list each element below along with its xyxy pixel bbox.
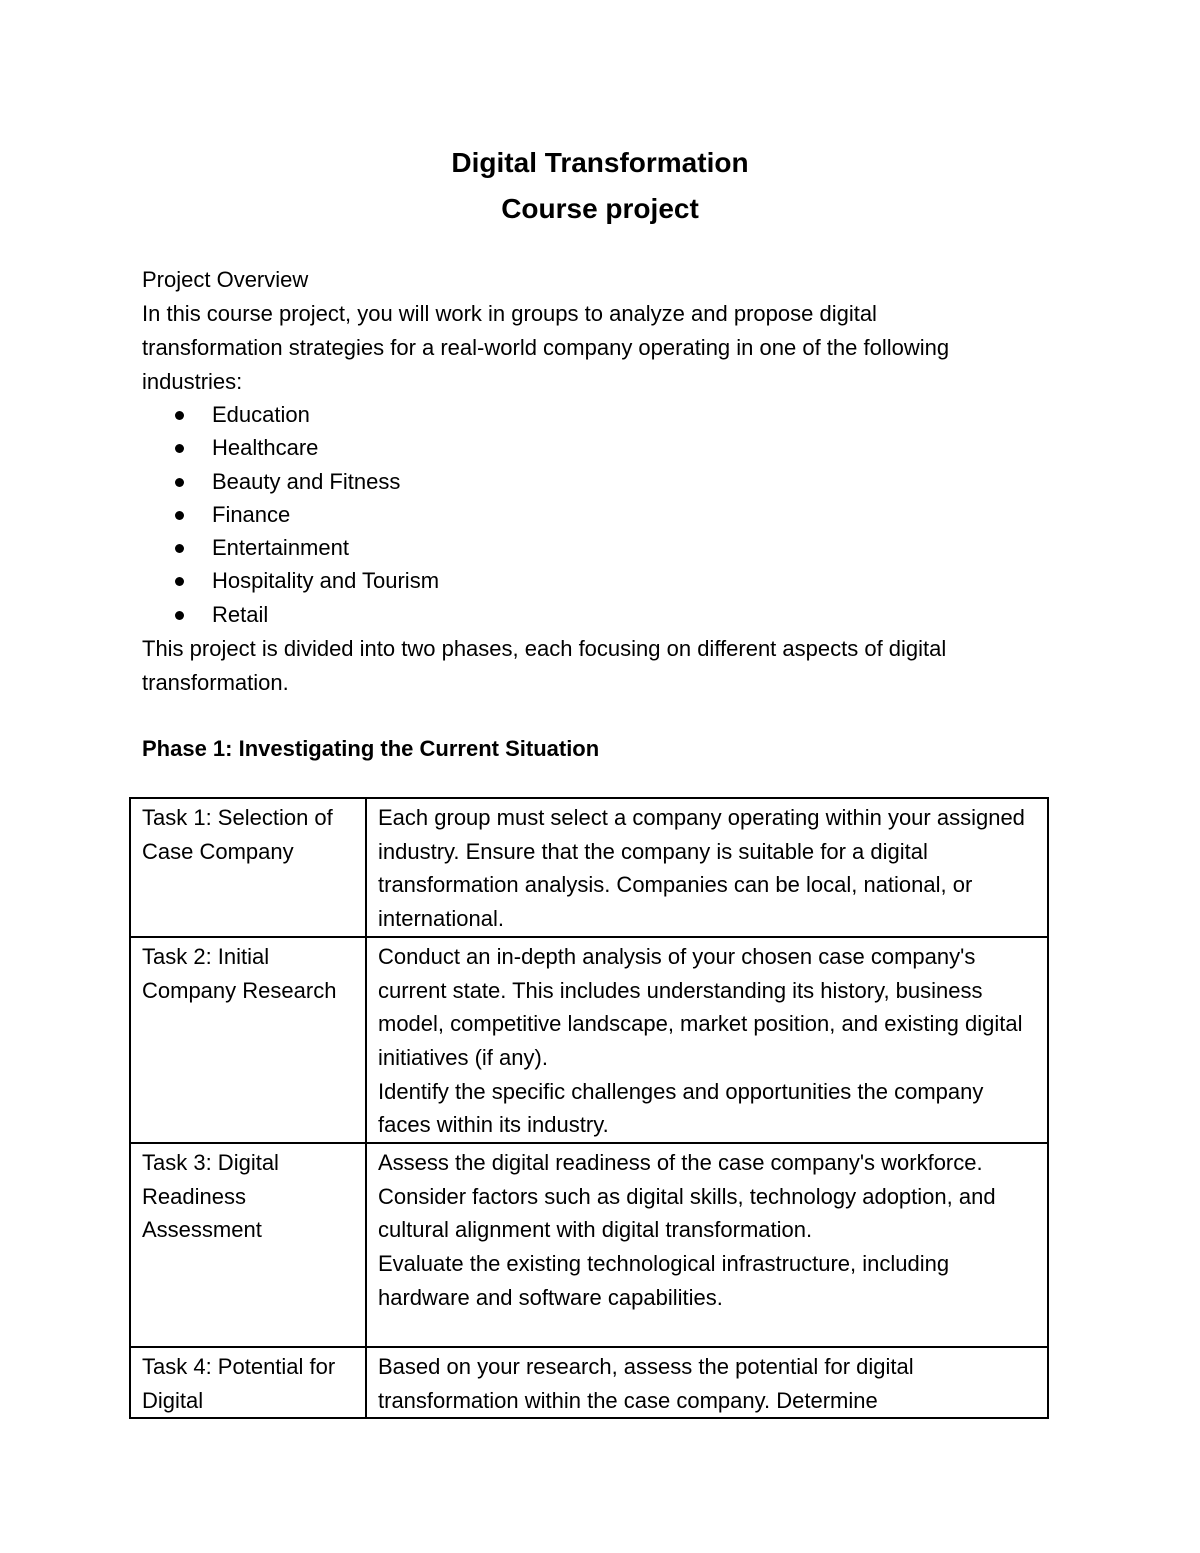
industry-label: Finance bbox=[212, 501, 291, 527]
list-item bbox=[172, 398, 439, 431]
task-description-cell bbox=[366, 1347, 1048, 1418]
phases-paragraph: This project is divided into two phases, each focusing on different aspects of digital transformation. bbox=[142, 636, 947, 695]
list-item bbox=[172, 465, 439, 498]
industry-label: Entertainment bbox=[212, 535, 349, 561]
task-description-cell bbox=[366, 798, 1048, 937]
task-description-cell bbox=[366, 1143, 1048, 1347]
bullet-icon bbox=[175, 478, 184, 487]
industry-label: Education bbox=[212, 402, 310, 427]
task-title-cell bbox=[130, 1143, 366, 1347]
industry-label: Healthcare bbox=[212, 435, 319, 461]
industry-label: Hospitality and Tourism bbox=[212, 568, 440, 594]
task-description: Assess the digital readiness of the case company's workforce. Consider factors such as digital skills, technology adoption, and cultural alignment with digital transformation. bbox=[378, 1150, 996, 1243]
task-title: Task 1: Selection of Case Company bbox=[142, 805, 333, 864]
task-title: Task 2: Initial Company Research bbox=[142, 943, 337, 1003]
bullet-icon bbox=[175, 577, 184, 586]
bullet-icon bbox=[175, 544, 184, 553]
task-description: Conduct an in-depth analysis of your chosen case company's current state. This includes understanding its history, business model, competitive landscape, market position, and existing digital initiatives (if any). bbox=[378, 943, 1023, 1070]
industry-label: Beauty and Fitness bbox=[212, 468, 401, 494]
bullet-icon bbox=[175, 611, 184, 620]
document-title: Digital Transformation bbox=[451, 147, 749, 178]
list-item bbox=[172, 531, 439, 564]
bullet-icon bbox=[175, 411, 184, 420]
list-item bbox=[172, 498, 439, 531]
task-description-cell bbox=[366, 937, 1048, 1143]
phase-1-heading: Phase 1: Investigating the Current Situation bbox=[142, 736, 600, 761]
task-title-cell bbox=[130, 798, 366, 937]
overview-paragraph: In this course project, you will work in groups to analyze and propose digital transformation strategies for a real-world company operating in one of the following industries: bbox=[142, 301, 950, 394]
bullet-icon bbox=[175, 444, 184, 453]
tasks-table bbox=[129, 797, 1049, 1419]
bullet-icon bbox=[175, 511, 184, 520]
document-subtitle: Course project bbox=[501, 193, 699, 224]
table-row bbox=[130, 1347, 1048, 1418]
industry-label: Retail bbox=[212, 601, 269, 627]
table-row bbox=[130, 937, 1048, 1143]
list-item bbox=[172, 564, 439, 597]
industry-list bbox=[172, 398, 439, 631]
task-description: Evaluate the existing technological infrastructure, including hardware and software capabilities. bbox=[378, 1251, 950, 1310]
task-title: Task 4: Potential for Digital bbox=[142, 1354, 336, 1413]
task-title-cell bbox=[130, 1347, 366, 1418]
list-item bbox=[172, 598, 439, 631]
task-description: Each group must select a company operating within your assigned industry. Ensure that the company is suitable for a digital transformation analysis. Companies can be local, national, or international. bbox=[378, 805, 1025, 932]
task-description: Identify the specific challenges and opportunities the company faces within its industry. bbox=[378, 1078, 984, 1138]
table-row bbox=[130, 1143, 1048, 1347]
overview-label: Project Overview bbox=[142, 267, 309, 292]
task-description: Based on your research, assess the potential for digital transformation within the case company. Determine bbox=[378, 1354, 914, 1413]
list-item bbox=[172, 431, 439, 464]
task-title-cell bbox=[130, 937, 366, 1143]
table-row bbox=[130, 798, 1048, 937]
task-title: Task 3: Digital Readiness Assessment bbox=[142, 1150, 279, 1243]
